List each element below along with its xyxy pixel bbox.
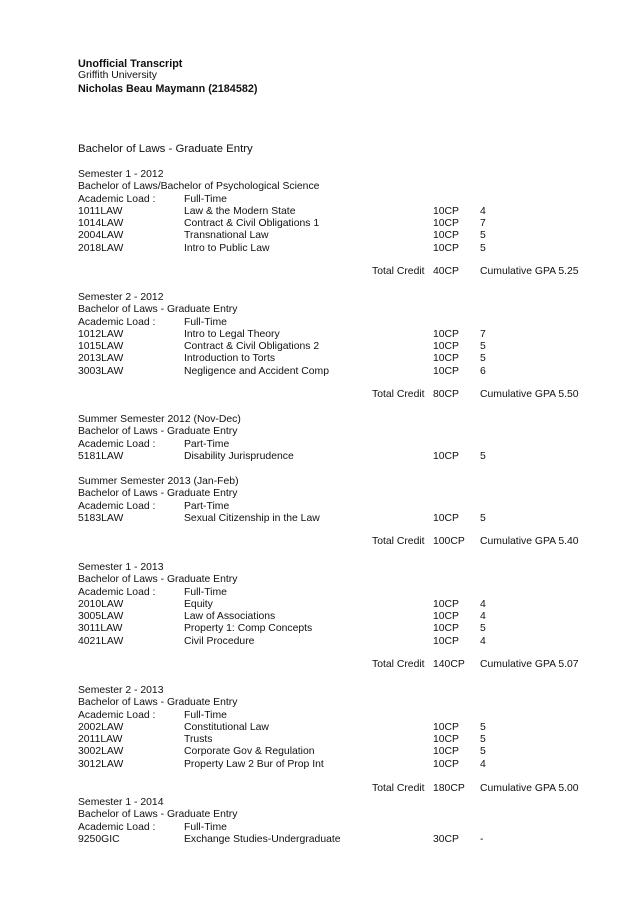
cumulative-gpa: Cumulative GPA 5.25	[480, 266, 579, 277]
course-credit: 10CP	[433, 205, 459, 217]
course-row	[78, 353, 598, 365]
course-row	[78, 230, 598, 242]
course-grade: 5	[480, 230, 486, 242]
course-title: Law of Associations	[184, 611, 276, 623]
course-credit: 10CP	[433, 230, 459, 242]
course-credit: 10CP	[433, 758, 459, 770]
course-code: 2018LAW	[78, 242, 124, 254]
course-grade: 7	[480, 328, 486, 340]
total-credit-value: 140CP	[433, 659, 465, 670]
course-grade: 5	[480, 721, 486, 733]
course-code: 2013LAW	[78, 353, 124, 365]
academic-load-value: Full-Time	[184, 709, 227, 721]
course-code: 1012LAW	[78, 328, 124, 340]
course-grade: -	[480, 833, 484, 845]
course-credit: 10CP	[433, 353, 459, 365]
course-row	[78, 366, 598, 378]
course-code: 4021LAW	[78, 635, 124, 647]
total-credit-row	[78, 536, 598, 548]
course-code: 1014LAW	[78, 218, 124, 230]
course-title: Sexual Citizenship in the Law	[184, 512, 320, 524]
course-grade: 5	[480, 341, 486, 353]
course-row	[78, 611, 598, 623]
course-title: Disability Jurisprudence	[184, 450, 294, 462]
course-row	[78, 636, 598, 648]
course-credit: 10CP	[433, 218, 459, 230]
course-row	[78, 341, 598, 353]
course-credit: 30CP	[433, 833, 459, 845]
course-credit: 10CP	[433, 611, 459, 623]
course-grade: 5	[480, 746, 486, 758]
course-code: 3003LAW	[78, 365, 124, 377]
course-row	[78, 722, 598, 734]
course-title: Property Law 2 Bur of Prop Int	[184, 758, 324, 770]
academic-load-label: Academic Load :	[78, 500, 156, 512]
course-credit: 10CP	[433, 635, 459, 647]
course-row	[78, 329, 598, 341]
term-block	[78, 292, 598, 378]
course-credit: 10CP	[433, 721, 459, 733]
course-credit: 10CP	[433, 734, 459, 746]
course-row	[78, 218, 598, 230]
academic-load-label: Academic Load :	[78, 316, 156, 328]
course-grade: 4	[480, 611, 486, 623]
course-code: 5181LAW	[78, 450, 124, 462]
academic-load-value: Full-Time	[184, 193, 227, 205]
program-title: Bachelor of Laws - Graduate Entry	[78, 143, 253, 155]
academic-load-row	[78, 710, 598, 722]
course-title: Corporate Gov & Regulation	[184, 746, 315, 758]
course-row	[78, 599, 598, 611]
course-code: 2011LAW	[78, 734, 123, 746]
course-code: 9250GIC	[78, 833, 120, 845]
term-title: Semester 1 - 2013	[78, 562, 164, 573]
course-code: 3005LAW	[78, 611, 124, 623]
course-credit: 10CP	[433, 598, 459, 610]
total-credit-value: 80CP	[433, 389, 459, 400]
course-code: 1011LAW	[78, 205, 123, 217]
course-title: Transnational Law	[184, 230, 269, 242]
academic-load-row	[78, 439, 598, 451]
course-title: Intro to Public Law	[184, 242, 270, 254]
total-credit-label: Total Credit	[372, 783, 425, 794]
course-code: 2004LAW	[78, 230, 124, 242]
academic-load-value: Full-Time	[184, 316, 227, 328]
course-credit: 10CP	[433, 746, 459, 758]
course-grade: 5	[480, 623, 486, 635]
term-title: Semester 1 - 2012	[78, 169, 164, 180]
term-title: Summer Semester 2012 (Nov-Dec)	[78, 414, 241, 425]
course-title: Constitutional Law	[184, 721, 269, 733]
total-credit-label: Total Credit	[372, 659, 425, 670]
course-row	[78, 513, 598, 525]
total-credit-row	[78, 659, 598, 671]
term-block	[78, 685, 598, 771]
course-row	[78, 734, 598, 746]
course-code: 3002LAW	[78, 746, 124, 758]
academic-load-label: Academic Load :	[78, 709, 156, 721]
course-credit: 10CP	[433, 341, 459, 353]
course-title: Intro to Legal Theory	[184, 328, 280, 340]
document-title: Unofficial Transcript	[78, 58, 183, 70]
academic-load-value: Full-Time	[184, 586, 227, 598]
term-block	[78, 562, 598, 648]
course-grade: 6	[480, 365, 486, 377]
course-title: Introduction to Torts	[184, 353, 276, 365]
term-block	[78, 414, 598, 463]
academic-load-label: Academic Load :	[78, 821, 156, 833]
academic-load-row	[78, 317, 598, 329]
term-program: Bachelor of Laws - Graduate Entry	[78, 574, 238, 586]
course-title: Civil Procedure	[184, 635, 255, 647]
course-credit: 10CP	[433, 512, 459, 524]
course-grade: 7	[480, 218, 486, 230]
academic-load-value: Part-Time	[184, 438, 230, 450]
academic-load-label: Academic Load :	[78, 193, 156, 205]
program-heading-block	[78, 143, 598, 155]
total-credit-label: Total Credit	[372, 266, 425, 277]
course-code: 2002LAW	[78, 721, 124, 733]
course-grade: 4	[480, 635, 486, 647]
term-title: Summer Semester 2013 (Jan-Feb)	[78, 476, 239, 487]
course-credit: 10CP	[433, 328, 459, 340]
course-title: Negligence and Accident Comp	[184, 365, 329, 377]
course-title: Exchange Studies-Undergraduate	[184, 833, 341, 845]
course-code: 1015LAW	[78, 341, 124, 353]
academic-load-value: Part-Time	[184, 500, 230, 512]
course-grade: 5	[480, 512, 486, 524]
course-credit: 10CP	[433, 450, 459, 462]
term-block	[78, 476, 598, 525]
course-grade: 5	[480, 450, 486, 462]
academic-load-label: Academic Load :	[78, 438, 156, 450]
course-row	[78, 759, 598, 771]
course-grade: 5	[480, 353, 486, 365]
transcript-header	[78, 58, 598, 95]
course-code: 3011LAW	[78, 623, 123, 635]
academic-load-row	[78, 822, 598, 834]
course-code: 2010LAW	[78, 598, 124, 610]
term-program: Bachelor of Laws/Bachelor of Psychological Science	[78, 181, 320, 193]
course-grade: 5	[480, 734, 486, 746]
course-title: Property 1: Comp Concepts	[184, 623, 313, 635]
term-program: Bachelor of Laws - Graduate Entry	[78, 697, 238, 709]
total-credit-row	[78, 783, 598, 795]
academic-load-value: Full-Time	[184, 821, 227, 833]
course-credit: 10CP	[433, 365, 459, 377]
course-title: Trusts	[184, 734, 213, 746]
total-credit-label: Total Credit	[372, 536, 425, 547]
term-program: Bachelor of Laws - Graduate Entry	[78, 426, 238, 438]
course-title: Law & the Modern State	[184, 205, 296, 217]
cumulative-gpa: Cumulative GPA 5.07	[480, 659, 579, 670]
cumulative-gpa: Cumulative GPA 5.00	[480, 783, 579, 794]
term-title: Semester 2 - 2012	[78, 292, 164, 303]
course-credit: 10CP	[433, 242, 459, 254]
total-credit-value: 180CP	[433, 783, 465, 794]
term-block	[78, 169, 598, 255]
course-grade: 5	[480, 242, 486, 254]
course-title: Contract & Civil Obligations 2	[184, 341, 320, 353]
term-program: Bachelor of Laws - Graduate Entry	[78, 809, 238, 821]
course-title: Equity	[184, 598, 213, 610]
course-grade: 4	[480, 758, 486, 770]
academic-load-row	[78, 587, 598, 599]
term-program: Bachelor of Laws - Graduate Entry	[78, 488, 238, 500]
course-code: 5183LAW	[78, 512, 124, 524]
term-block	[78, 797, 598, 846]
course-row	[78, 746, 598, 758]
course-code: 3012LAW	[78, 758, 124, 770]
course-row	[78, 243, 598, 255]
total-credit-row	[78, 389, 598, 401]
academic-load-row	[78, 501, 598, 513]
total-credit-value: 40CP	[433, 266, 459, 277]
cumulative-gpa: Cumulative GPA 5.40	[480, 536, 579, 547]
course-row	[78, 451, 598, 463]
course-grade: 4	[480, 598, 486, 610]
term-title: Semester 2 - 2013	[78, 685, 164, 696]
course-credit: 10CP	[433, 623, 459, 635]
term-program: Bachelor of Laws - Graduate Entry	[78, 304, 238, 316]
course-row	[78, 206, 598, 218]
course-title: Contract & Civil Obligations 1	[184, 218, 320, 230]
course-row	[78, 623, 598, 635]
course-row	[78, 834, 598, 846]
university-name: Griffith University	[78, 70, 157, 82]
student-name: Nicholas Beau Maymann (2184582)	[78, 82, 258, 95]
course-grade: 4	[480, 205, 486, 217]
cumulative-gpa: Cumulative GPA 5.50	[480, 389, 579, 400]
total-credit-label: Total Credit	[372, 389, 425, 400]
total-credit-row	[78, 266, 598, 278]
academic-load-row	[78, 194, 598, 206]
term-title: Semester 1 - 2014	[78, 797, 164, 808]
academic-load-label: Academic Load :	[78, 586, 156, 598]
total-credit-value: 100CP	[433, 536, 465, 547]
